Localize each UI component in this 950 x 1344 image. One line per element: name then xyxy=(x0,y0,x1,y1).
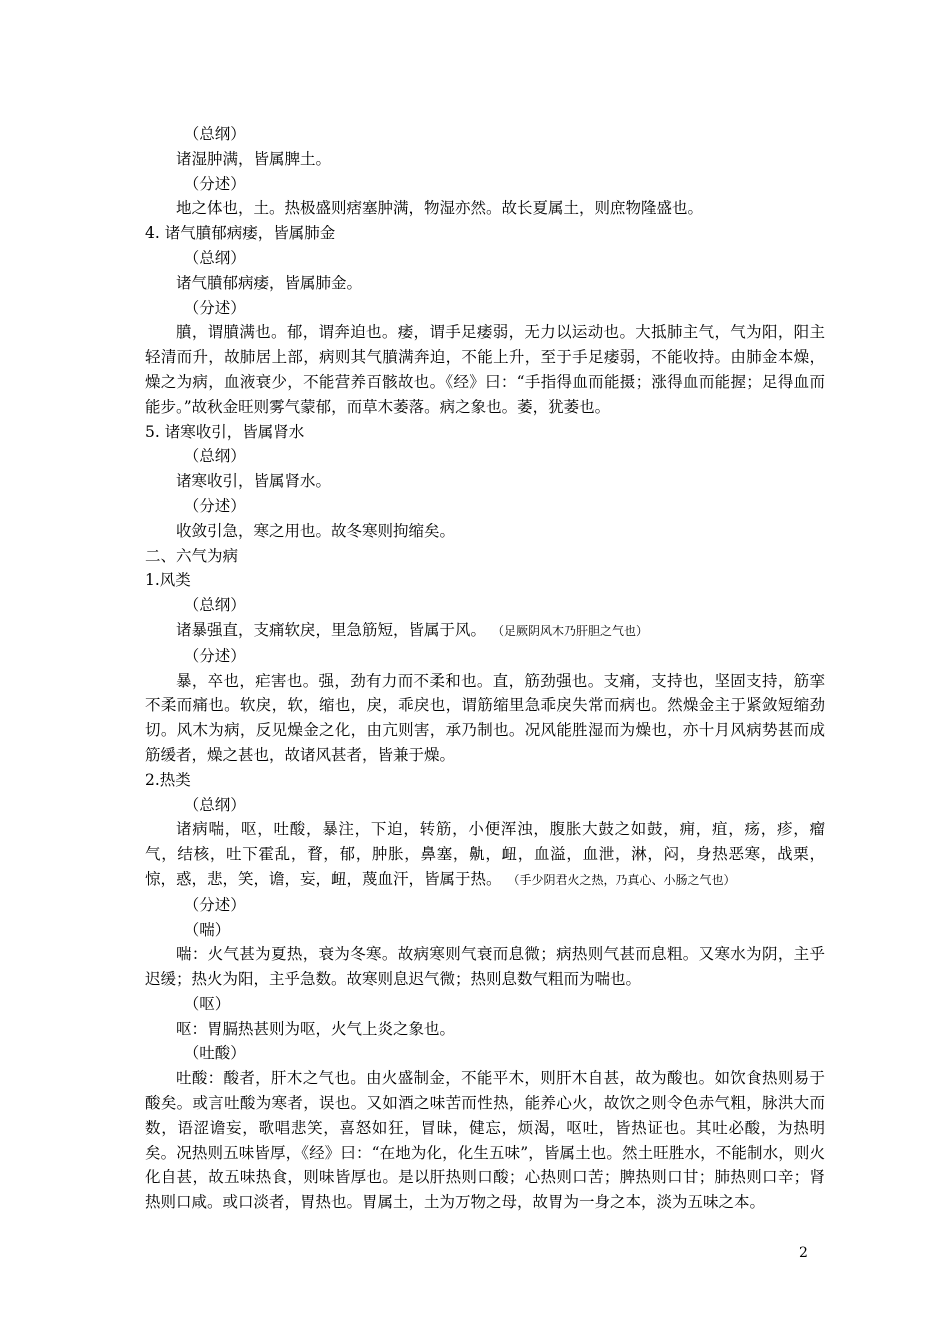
section-label xyxy=(145,593,825,618)
block-text: （分述） xyxy=(183,895,246,914)
block-text: （总纲） xyxy=(183,795,246,814)
paragraph xyxy=(145,196,825,221)
block-text: （分述） xyxy=(183,496,246,515)
section-label xyxy=(145,918,825,943)
section-heading xyxy=(145,768,825,793)
block-text: 2.热类 xyxy=(145,770,191,789)
block-text: 二、六气为病 xyxy=(145,546,239,565)
block-text: （喘） xyxy=(183,920,231,939)
section-heading xyxy=(145,420,825,445)
paragraph xyxy=(145,320,825,419)
block-text: 吐酸：酸者，肝木之气也。由火盛制金，不能平木，则肝木自甚，故为酸也。如饮食热则易于酸矣。或言吐酸为寒者，误也。又如酒之味苦而性热，能养心火，故饮之则令色赤气粗，脉洪大而数，语涩谵妄，歌唱悲笑，喜怒如狂，冒昧，健忘，烦渴，呕吐，皆热证也。其吐必酸，为热明矣。况热则五味皆厚，《经》曰：“在地为化，化生五味”，皆属土也。然土旺胜水，不能制水，则火化自甚，故五味热食，则味皆厚也。是以肝热则口酸；心热则口苦；脾热则口甘；肺热则口辛；肾热则口咸。或口淡者，胃热也。胃属土，土为万物之母，故胃为一身之本，淡为五味之本。 xyxy=(145,1069,825,1212)
section-label xyxy=(145,793,825,818)
block-text: （分述） xyxy=(183,174,246,193)
section-label xyxy=(145,172,825,197)
paragraph xyxy=(145,519,825,544)
inline-note: （足厥阴风木乃肝胆之气也） xyxy=(498,623,649,638)
inline-note: （手少阴君火之热，乃真心、小肠之气也） xyxy=(513,872,736,887)
paragraph xyxy=(145,1066,825,1215)
section-label xyxy=(145,992,825,1017)
section-label xyxy=(145,296,825,321)
section-label xyxy=(145,246,825,271)
section-label xyxy=(145,893,825,918)
block-text: 1.风类 xyxy=(145,571,191,590)
block-text: （总纲） xyxy=(183,248,246,267)
section-label xyxy=(145,444,825,469)
block-text: 诸暴强直，支痛软戾，里急筋短，皆属于风。 xyxy=(176,620,487,639)
block-text: 诸寒收引，皆属肾水。 xyxy=(176,472,332,491)
section-heading xyxy=(145,544,825,569)
section-heading xyxy=(145,221,825,246)
block-text: 诸病喘，呕，吐酸，暴注，下迫，转筋，小便浑浊，腹胀大鼓之如鼓，痈，疽，疡，疹，瘤气，结核，吐下霍乱，瞀，郁，肿胀，鼻塞，鼽，衄，血溢，血泄，淋，闷，身热恶寒，战栗，惊，惑，悲，笑，谵，妄，衄，蔑血汗，皆属于热。 xyxy=(145,820,825,888)
section-label xyxy=(145,1041,825,1066)
paragraph xyxy=(145,817,825,892)
section-label xyxy=(145,644,825,669)
paragraph xyxy=(145,1017,825,1042)
block-text: 5. 诸寒收引，皆属肾水 xyxy=(145,422,305,441)
block-text: （呕） xyxy=(183,994,231,1013)
paragraph xyxy=(145,669,825,768)
document-body xyxy=(145,122,825,1215)
block-text: 地之体也，土。热极盛则痞塞肿满，物湿亦然。故长夏属土，则庶物隆盛也。 xyxy=(176,199,704,218)
block-text: 暴，卒也，疟害也。强，劲有力而不柔和也。直，筋劲强也。支痛，支持也，坚固支持，筋挛不柔而痛也。软戾，软，缩也，戾，乖戾也，谓筋缩里急乖戾失常而病也。然燥金主于紧敛短缩劲切。风木为病，反见燥金之化，由亢则害，承乃制也。况风能胜湿而为燥也，亦十月风病势甚而成筋缓者，燥之甚也，故诸风甚者，皆兼于燥。 xyxy=(145,671,825,764)
page-number: 2 xyxy=(799,1245,808,1261)
block-text: 诸气膹郁病痿，皆属肺金。 xyxy=(176,273,363,292)
section-heading xyxy=(145,568,825,593)
block-text: （吐酸） xyxy=(183,1044,246,1063)
section-label xyxy=(145,122,825,147)
block-text: （分述） xyxy=(183,298,246,317)
section-label xyxy=(145,494,825,519)
paragraph xyxy=(145,942,825,992)
summary-line xyxy=(145,147,825,172)
block-text: 喘：火气甚为夏热，衰为冬寒。故病寒则气衰而息微；病热则气甚而息粗。又寒水为阴，主乎迟缓；热火为阳，主乎急数。故寒则息迟气微；热则息数气粗而为喘也。 xyxy=(145,945,825,989)
block-text: （总纲） xyxy=(183,447,246,466)
block-text: 4. 诸气膹郁病痿，皆属肺金 xyxy=(145,224,336,243)
block-text: （总纲） xyxy=(183,125,246,143)
summary-line xyxy=(145,271,825,296)
block-text: （分述） xyxy=(183,646,246,665)
summary-line xyxy=(145,618,825,644)
block-text: 膹，谓膹满也。郁，谓奔迫也。痿，谓手足痿弱，无力以运动也。大抵肺主气，气为阳，阳主轻清而升，故肺居上部，病则其气膹满奔迫，不能上升，至于手足痿弱，不能收持。由肺金本燥，燥之为病，血液衰少，不能营养百骸故也。《经》曰：“手指得血而能摄；涨得血而能握；足得血而能步。”故秋金旺则雾气蒙郁，而草木萎落。病之象也。萎，犹萎也。 xyxy=(145,323,825,416)
block-text: （总纲） xyxy=(183,596,246,615)
block-text: 诸湿肿满，皆属脾土。 xyxy=(176,149,332,168)
summary-line xyxy=(145,469,825,494)
block-text: 呕：胃膈热甚则为呕，火气上炎之象也。 xyxy=(176,1019,456,1038)
block-text: 收敛引急，寒之用也。故冬寒则拘缩矣。 xyxy=(176,521,456,540)
